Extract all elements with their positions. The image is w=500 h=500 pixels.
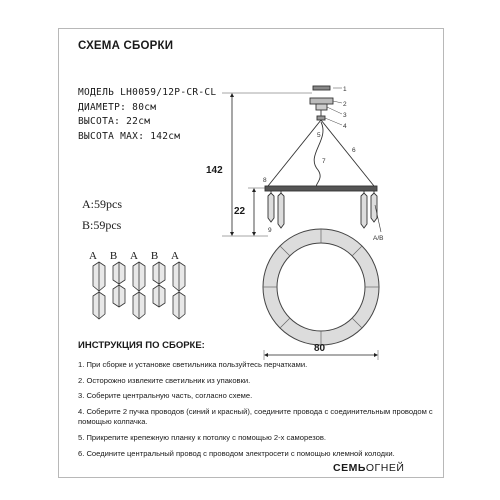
part-label: 7 — [322, 158, 326, 165]
crystal-label: A — [171, 250, 179, 262]
instruction-step: 2. Осторожно извлеките светильник из упаковки. — [78, 375, 251, 385]
crystal-label: A — [130, 250, 138, 262]
instructions-heading: ИНСТРУКЦИЯ ПО СБОРКЕ: — [78, 340, 205, 351]
count-b: B:59pcs — [82, 218, 122, 232]
crystal-column-a — [93, 262, 105, 319]
crystal-column-a — [133, 262, 145, 319]
part-label: 4 — [343, 123, 347, 130]
crystal-label: B — [109, 250, 118, 262]
spec-diameter: ДИАМЕТР: 80см — [78, 101, 157, 113]
part-label: 9 — [268, 227, 272, 234]
instructions-list — [78, 360, 438, 464]
part-leaders — [325, 88, 342, 125]
crystal-column-b — [113, 262, 125, 307]
suspension-cable-right — [321, 120, 374, 186]
spec-model: МОДЕЛЬ LH0059/12P-CR-CL — [78, 87, 217, 98]
brand-part-light: ОГНЕЙ — [365, 462, 405, 474]
dimension-height — [248, 188, 265, 234]
part-label: A/B — [373, 235, 384, 242]
part-label: 3 — [343, 112, 347, 119]
crystal-label: A — [89, 250, 97, 262]
instruction-step: 5. Прикрепите крепежную планку к потолку с помощью 2-х саморезов. — [78, 433, 327, 443]
dimension-label-height-max: 142 — [206, 165, 223, 176]
crystal-column-b — [153, 262, 165, 307]
ceiling-mount — [310, 98, 333, 104]
top-view-ring — [263, 229, 379, 345]
instruction-step: 4. Соберите 2 пучка проводов (синий и красный), соедините провода с соединительным проводом с помощью колпачка. — [78, 407, 433, 427]
ceiling-canopy-top — [313, 86, 330, 90]
spec-height-max: ВЫСОТА MAX: 142см — [78, 130, 181, 142]
dimension-label-height: 22 — [234, 206, 246, 217]
count-a: A:59pcs — [82, 197, 122, 211]
part-label: 8 — [263, 177, 267, 184]
part-label: 6 — [352, 147, 356, 154]
canopy-cup — [316, 104, 327, 110]
spec-height: ВЫСОТА: 22см — [78, 116, 151, 127]
instruction-step: 3. Соберите центральную часть, согласно схеме. — [78, 391, 253, 401]
ring-side — [265, 186, 377, 191]
instruction-step: 1. При сборке и установке светильника пользуйтесь перчатками. — [78, 360, 308, 369]
part-label: 2 — [343, 101, 347, 108]
crystal-pendants — [93, 262, 185, 319]
instruction-step: 6. Соедините центральный провод с проводом электросети с помощью клемной колодки. — [78, 448, 395, 458]
suspension-cable-left — [268, 120, 321, 186]
dimension-label-diameter: 80 — [314, 343, 326, 354]
crystal-label: B — [150, 250, 159, 262]
part-label: 5 — [317, 132, 321, 139]
page-title: СХЕМА СБОРКИ — [78, 40, 174, 52]
crystal-column-a — [173, 262, 185, 319]
part-label: 1 — [343, 86, 347, 93]
brand-logo — [333, 462, 404, 474]
brand-part-bold: СЕМЬ — [333, 462, 366, 474]
